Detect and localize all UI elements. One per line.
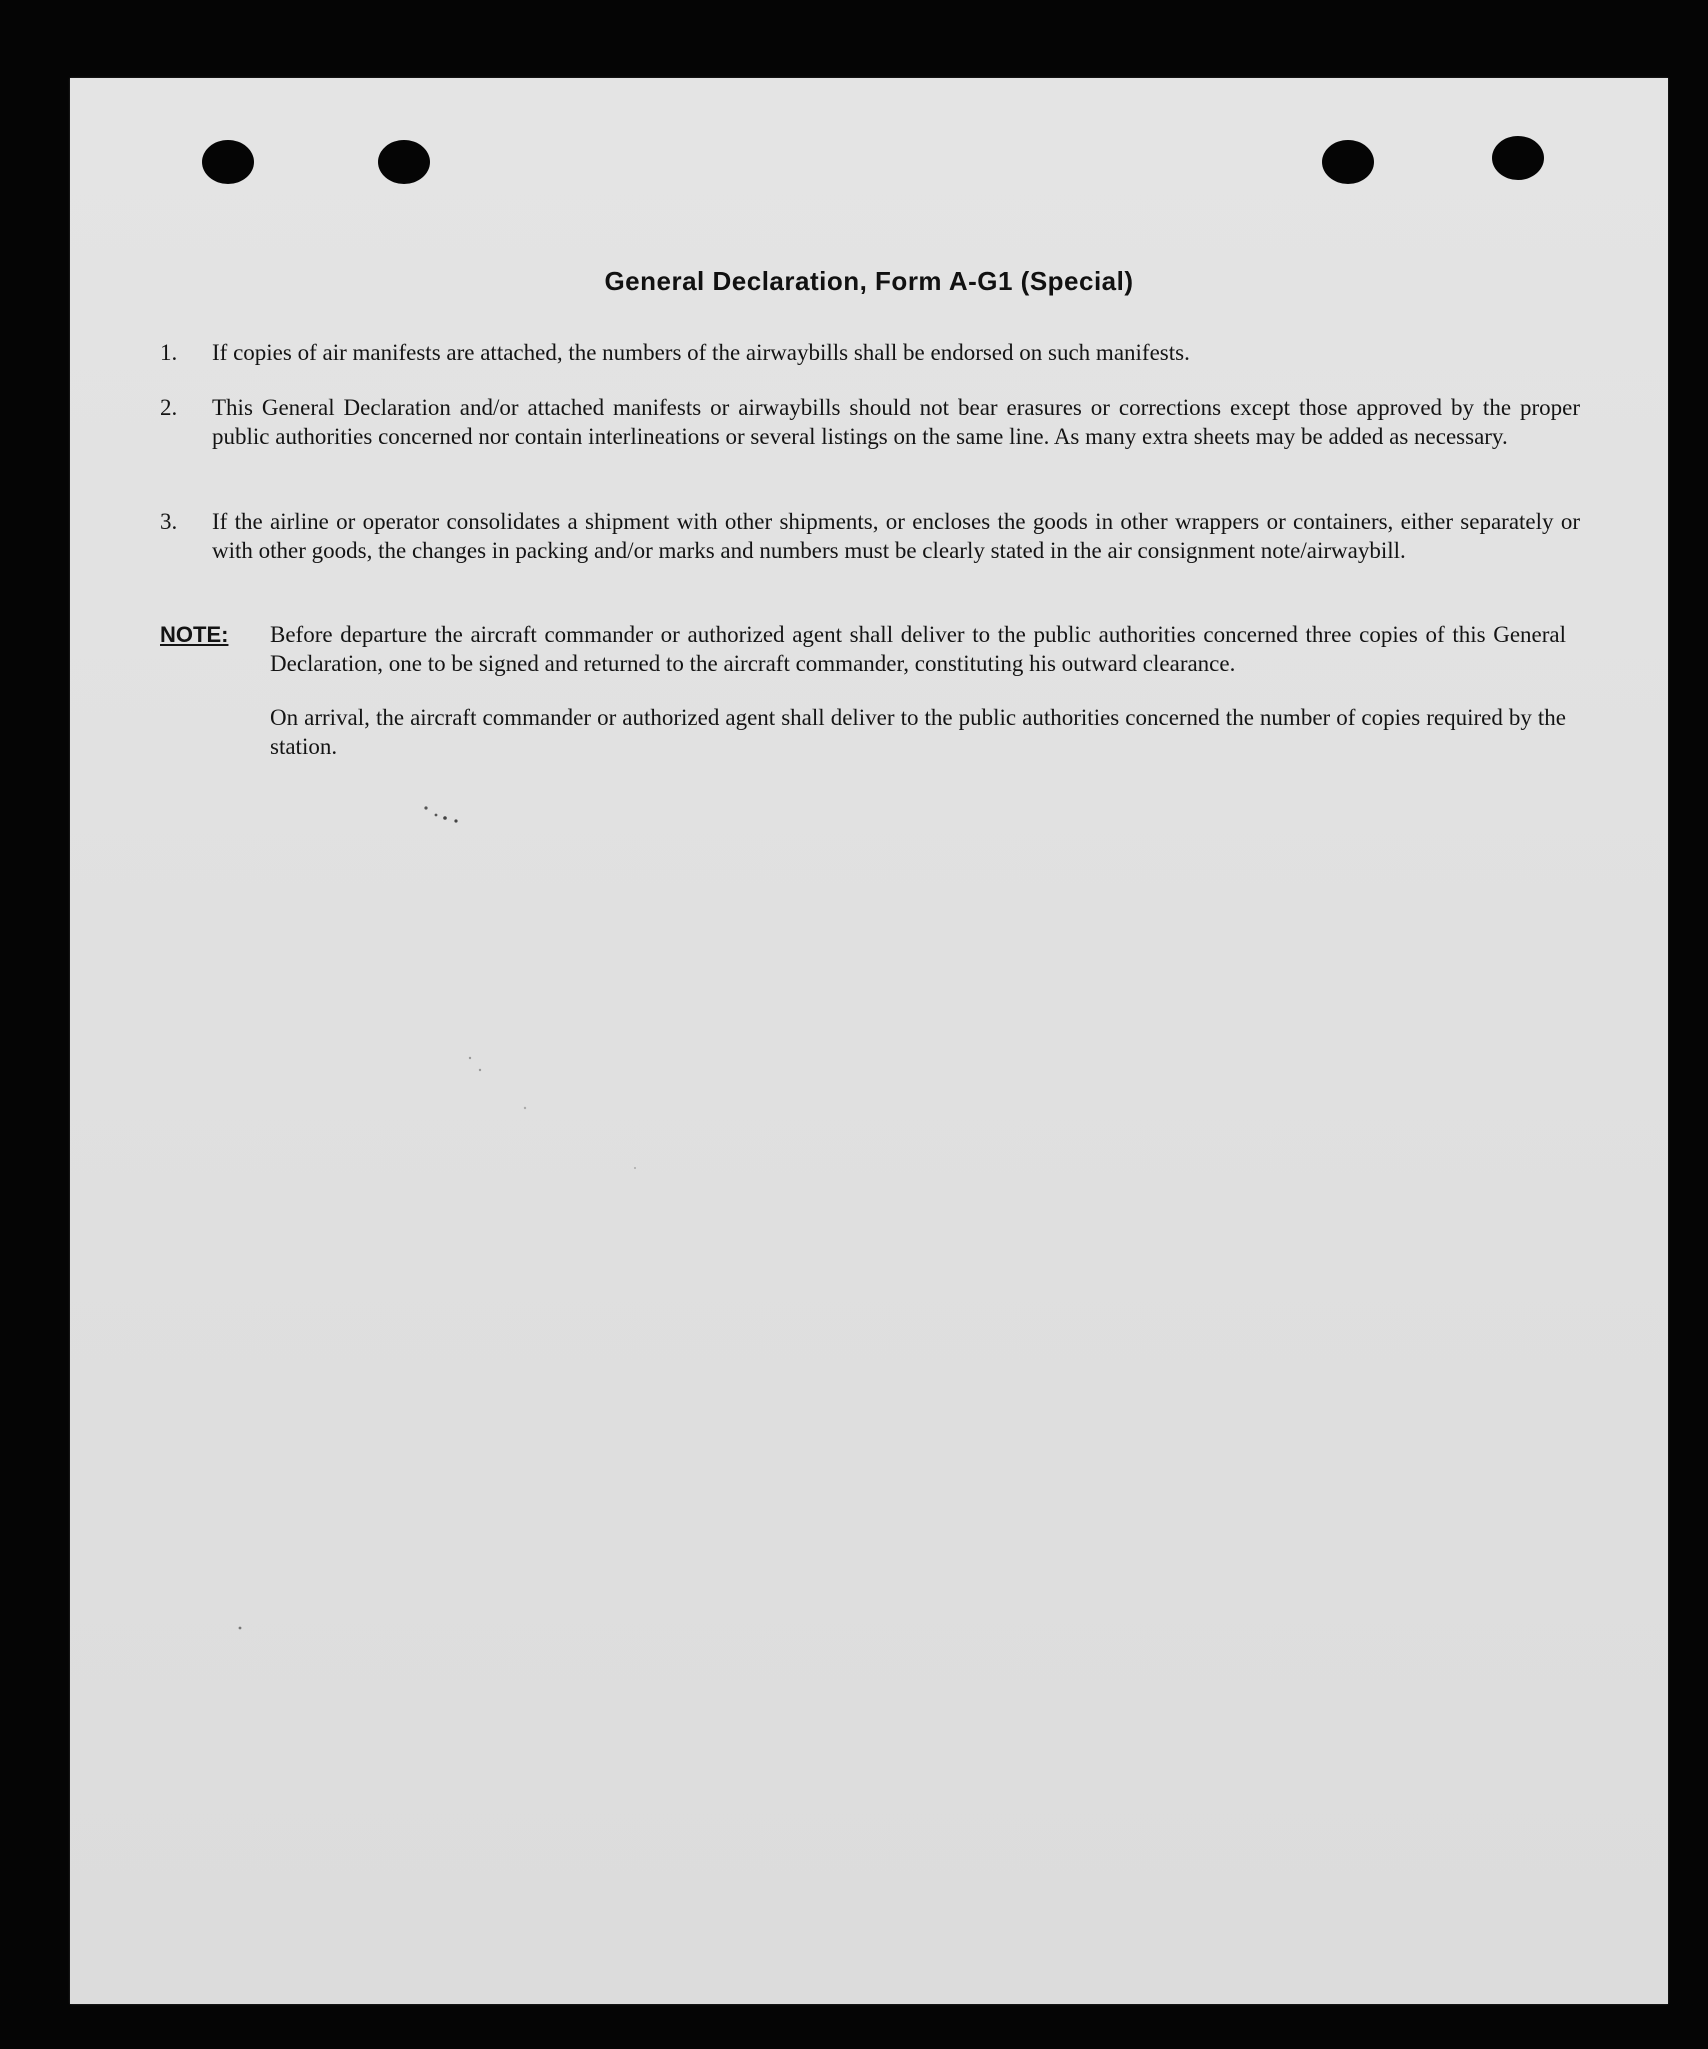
note-paragraph: Before departure the aircraft commander or authorized agent shall deliver to the public authorities concerned three copies of this General Declaration, one to be signed and returned to the aircraft commander, constituting his outward clearance. [270,622,1566,676]
item-text: If the airline or operator consolidates a shipment with other shipments, or encloses the goods in other wrappers or containers, either separately or with other goods, the changes in packing and/or marks and numbers must be clearly stated in the air consignment note/airwaybill. [212,509,1580,563]
note-label: NOTE: [160,622,229,647]
punch-hole [1322,140,1374,184]
document-title: General Declaration, Form A-G1 (Special) [604,266,1134,296]
item-text: If copies of air manifests are attached, the numbers of the airwaybills shall be endorsed on such manifests. [212,340,1190,365]
item-number: 3. [160,509,178,534]
item-text: This General Declaration and/or attached manifests or airwaybills should not bear erasures or corrections except those approved by the proper public authorities concerned nor contain interlineations or several listings on the same line. As many extra sheets may be added as necessary. [212,395,1580,449]
note-paragraph: On arrival, the aircraft commander or authorized agent shall deliver to the public authorities concerned the number of copies required by the station. [270,705,1566,759]
note-section [160,620,1566,761]
document-page [70,78,1668,2004]
instruction-item-1 [160,338,1580,367]
instruction-item-3 [160,507,1580,565]
punch-hole [1492,136,1544,180]
instruction-item-2 [160,393,1580,451]
item-number: 1. [160,340,178,365]
punch-hole [378,140,430,184]
item-number: 2. [160,395,178,420]
punch-hole [202,140,254,184]
